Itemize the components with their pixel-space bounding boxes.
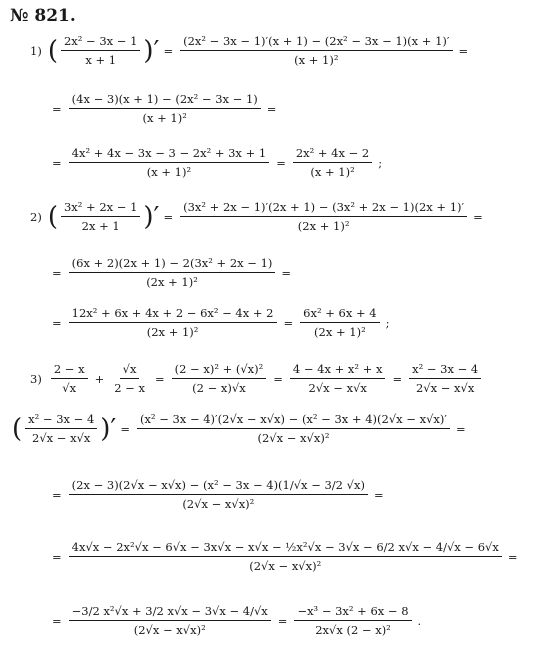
numerator: 4x√x − 2x²√x − 6√x − 3x√x − x√x − ½x²√x − 3√x − 6/2 x√x − 4/√x − 6√x (69, 540, 502, 557)
fraction (180, 34, 452, 67)
fraction (294, 604, 411, 637)
fraction (69, 146, 270, 179)
equals-sign: = (283, 315, 294, 330)
equals-sign: = (455, 421, 466, 436)
equation-line-10 (52, 540, 517, 573)
semicolon: ; (378, 155, 383, 170)
equation-line-4 (30, 200, 483, 233)
equals-sign: = (52, 315, 62, 330)
equals-sign: = (277, 613, 288, 628)
denominator: (2√x − x√x)² (133, 623, 206, 637)
numerator: x² − 3x − 4 (25, 412, 97, 429)
fraction (300, 306, 379, 339)
denominator: x + 1 (85, 53, 117, 67)
semicolon: ; (385, 315, 390, 330)
denominator: (2 − x)√x (192, 381, 246, 395)
numerator: (6x + 2)(2x + 1) − 2(3x² + 2x − 1) (69, 256, 276, 273)
fraction (293, 146, 372, 179)
denominator: 2√x − x√x (308, 381, 367, 395)
denominator: (2√x − x√x)² (257, 431, 330, 445)
numerator: x² − 3x − 4 (409, 362, 481, 379)
paren-close: )′ (100, 413, 117, 444)
equation-line-2 (52, 92, 276, 125)
numerator: 3x² + 2x − 1 (61, 200, 140, 217)
equals-sign: = (52, 155, 62, 170)
fraction (69, 256, 276, 289)
equals-sign: = (154, 371, 165, 386)
equals-sign: = (458, 43, 469, 58)
equals-sign: = (120, 421, 130, 436)
plus-sign: + (94, 371, 105, 386)
equation-line-8 (12, 412, 466, 445)
paren-open: ( (47, 35, 58, 66)
numerator: 4 − 4x + x² + x (290, 362, 386, 379)
period: . (417, 613, 422, 628)
denominator: 2√x − x√x (415, 381, 475, 395)
numerator: (3x² + 2x − 1)′(2x + 1) − (3x² + 2x − 1)(2x + 1)′ (180, 200, 467, 217)
numerator: 12x² + 6x + 4x + 2 − 6x² − 4x + 2 (69, 306, 277, 323)
part-label-1: 1) (30, 43, 42, 58)
fraction (69, 540, 502, 573)
equals-sign: = (273, 371, 283, 386)
numerator: √x (120, 362, 140, 379)
denominator: (2√x − x√x)² (182, 497, 255, 511)
denominator: 2x + 1 (81, 219, 120, 233)
denominator: (2x + 1)² (314, 325, 366, 339)
fraction (51, 362, 88, 395)
numerator: (2x² − 3x − 1)′(x + 1) − (2x² − 3x − 1)(x + 1)′ (180, 34, 452, 51)
numerator: (2x − 3)(2√x − x√x) − (x² − 3x − 4)(1/√x − 3/2 √x) (69, 478, 368, 495)
fraction (69, 306, 277, 339)
equals-sign: = (52, 613, 62, 628)
denominator: (x + 1)² (310, 165, 355, 179)
fraction (409, 362, 481, 395)
equals-sign: = (52, 101, 62, 116)
denominator: (2x + 1)² (146, 325, 199, 339)
denominator: √x (62, 381, 77, 395)
fraction (25, 412, 97, 445)
paren-close: )′ (143, 35, 160, 66)
denominator: (2x + 1)² (146, 275, 198, 289)
equals-sign: = (163, 43, 174, 58)
denominator: (x + 1)² (294, 53, 339, 67)
paren-open: ( (47, 201, 58, 232)
equals-sign: = (266, 101, 277, 116)
numerator: (x² − 3x − 4)′(2√x − x√x) − (x² − 3x + 4)(2√x − x√x)′ (137, 412, 450, 429)
numerator: 2x² + 4x − 2 (293, 146, 372, 163)
equals-sign: = (52, 487, 62, 502)
paren-open: ( (12, 413, 23, 444)
fraction (69, 604, 271, 637)
denominator: 2x√x (2 − x)² (315, 623, 391, 637)
equals-sign: = (281, 265, 292, 280)
fraction (69, 478, 368, 511)
numerator: 2x² − 3x − 1 (61, 34, 140, 51)
fraction (180, 200, 467, 233)
equation-line-9 (52, 478, 384, 511)
numerator: 4x² + 4x − 3x − 3 − 2x² + 3x + 1 (69, 146, 270, 163)
denominator: (x + 1)² (142, 111, 187, 125)
numerator: −x³ − 3x² + 6x − 8 (294, 604, 411, 621)
fraction (61, 34, 140, 67)
equation-line-3 (52, 146, 382, 179)
equals-sign: = (52, 549, 62, 564)
part-label-3: 3) (30, 371, 42, 386)
paren-close: )′ (143, 201, 160, 232)
numerator: −3/2 x²√x + 3/2 x√x − 3√x − 4/√x (69, 604, 271, 621)
part-label-2: 2) (30, 209, 42, 224)
equals-sign: = (507, 549, 518, 564)
denominator: (2√x − x√x)² (249, 559, 322, 573)
equation-line-5 (52, 256, 291, 289)
fraction (111, 362, 148, 395)
equation-line-11 (52, 604, 421, 637)
equals-sign: = (163, 209, 174, 224)
fraction (290, 362, 386, 395)
denominator: (2x + 1)² (297, 219, 350, 233)
equals-sign: = (392, 371, 403, 386)
denominator: 2 − x (114, 381, 145, 395)
problem-title: № 821. (10, 6, 76, 26)
equation-line-1 (30, 34, 468, 67)
numerator: 6x² + 6x + 4 (300, 306, 379, 323)
equation-line-7 (30, 362, 484, 395)
fraction (137, 412, 450, 445)
denominator: (x + 1)² (146, 165, 192, 179)
fraction (69, 92, 261, 125)
equals-sign: = (52, 265, 62, 280)
fraction (172, 362, 267, 395)
numerator: 2 − x (51, 362, 88, 379)
equals-sign: = (373, 487, 384, 502)
numerator: (4x − 3)(x + 1) − (2x² − 3x − 1) (69, 92, 261, 109)
equals-sign: = (473, 209, 483, 224)
fraction (61, 200, 140, 233)
numerator: (2 − x)² + (√x)² (172, 362, 267, 379)
equals-sign: = (276, 155, 286, 170)
equation-line-6 (52, 306, 389, 339)
denominator: 2√x − x√x (32, 431, 91, 445)
